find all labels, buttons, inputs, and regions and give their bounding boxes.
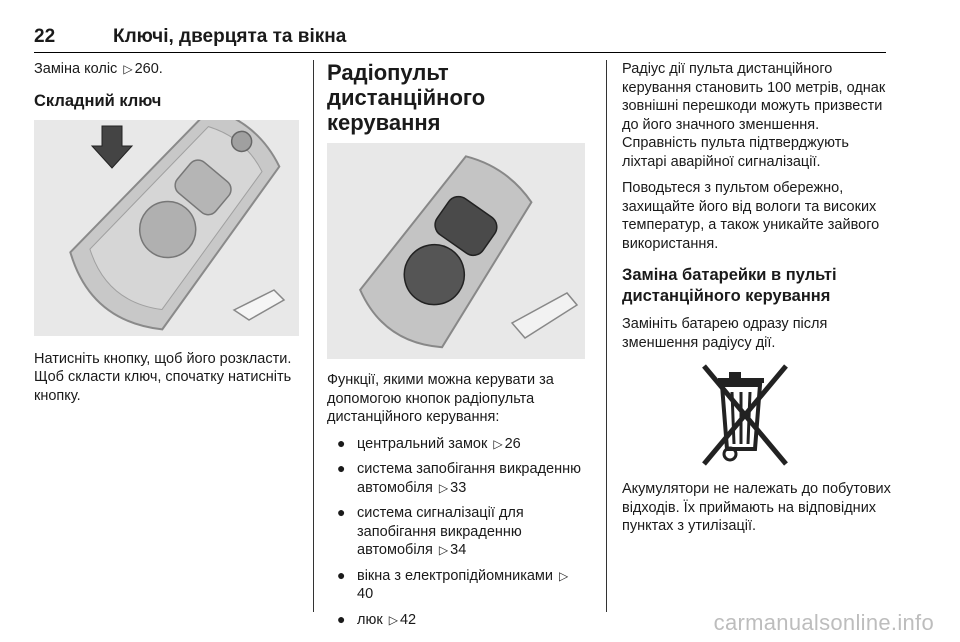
battery-paragraph: Замініть батарею одразу після зменшення радіусу дії. — [622, 316, 828, 351]
bullet-icon: ● — [337, 504, 346, 520]
functions-list — [327, 435, 585, 630]
page-number: 22 — [34, 26, 56, 47]
list-item: ● люк ▷ 42 — [337, 610, 417, 628]
range-paragraph: Радіус дії пульта дистанційного керування становить 100 метрів, однак зовнішні перешкоди можуть призвести до його значного зменшення. Справність пульта підтверджують ліхтарі аварійної сигналізації. — [622, 61, 886, 170]
watermark-text: carmanualsonline.info — [713, 610, 934, 635]
folding-key-caption: Натисніть кнопку, щоб його розкласти. Щоб скласти ключ, спочатку натисніть кнопку. — [34, 350, 292, 404]
folding-key-illustration — [34, 120, 299, 336]
folding-key-figure — [34, 120, 299, 336]
bullet-icon: ● — [337, 460, 346, 476]
list-item: ● система запобігання викраденню автомобіля ▷ 33 — [337, 460, 581, 496]
bullet-icon: ● — [337, 434, 346, 451]
arrow-ref-icon: ▷ — [123, 62, 133, 76]
care-paragraph: Поводьтеся з пультом обережно, захищайте його від вологи та високих температур, а також уникайте зайвого використання. — [622, 180, 880, 252]
arrow-ref-icon: ▷ — [388, 612, 398, 627]
column-divider-1 — [313, 60, 314, 612]
heading-folding-key: Складний ключ — [34, 91, 162, 110]
arrow-ref-icon: ▷ — [559, 568, 569, 583]
remote-functions-intro: Функції, якими можна керувати за допомогою кнопок радіопульта дистанційного керування: — [327, 372, 554, 425]
heading-battery-replacement: Заміна батарейки в пульті дистанційного керування — [622, 266, 837, 305]
column-right — [622, 60, 892, 544]
section-title: Ключі, дверцята та вікна — [113, 26, 347, 47]
crossed-bin-icon — [622, 360, 892, 470]
page-header — [34, 26, 886, 53]
arrow-ref-icon: ▷ — [493, 436, 503, 451]
bullet-icon: ● — [337, 610, 346, 627]
remote-control-illustration — [327, 143, 585, 359]
column-divider-2 — [606, 60, 607, 612]
bullet-icon: ● — [337, 566, 346, 583]
column-middle — [327, 60, 585, 636]
list-item: ● центральний замок ▷ 26 — [337, 434, 521, 452]
list-item: ● система сигналізації для запобігання викраденню автомобіля ▷ 34 — [337, 504, 524, 558]
ref-paragraph: Заміна коліс ▷ 260. — [34, 61, 163, 77]
heading-remote-control: Радіопульт дистанційного керування — [327, 60, 486, 135]
list-item: ● вікна з електропідйомниками ▷40 — [337, 566, 569, 602]
disposal-paragraph: Акумулятори не належать до побутових відходів. Їх приймають на відповідних пунктах з утилізації. — [622, 481, 891, 534]
recycle-bin-figure — [622, 360, 892, 470]
arrow-ref-icon: ▷ — [438, 480, 449, 495]
ref-page[interactable]: 260. — [134, 61, 163, 77]
column-left — [34, 60, 299, 413]
arrow-ref-icon: ▷ — [438, 543, 449, 557]
remote-control-figure — [327, 143, 585, 359]
